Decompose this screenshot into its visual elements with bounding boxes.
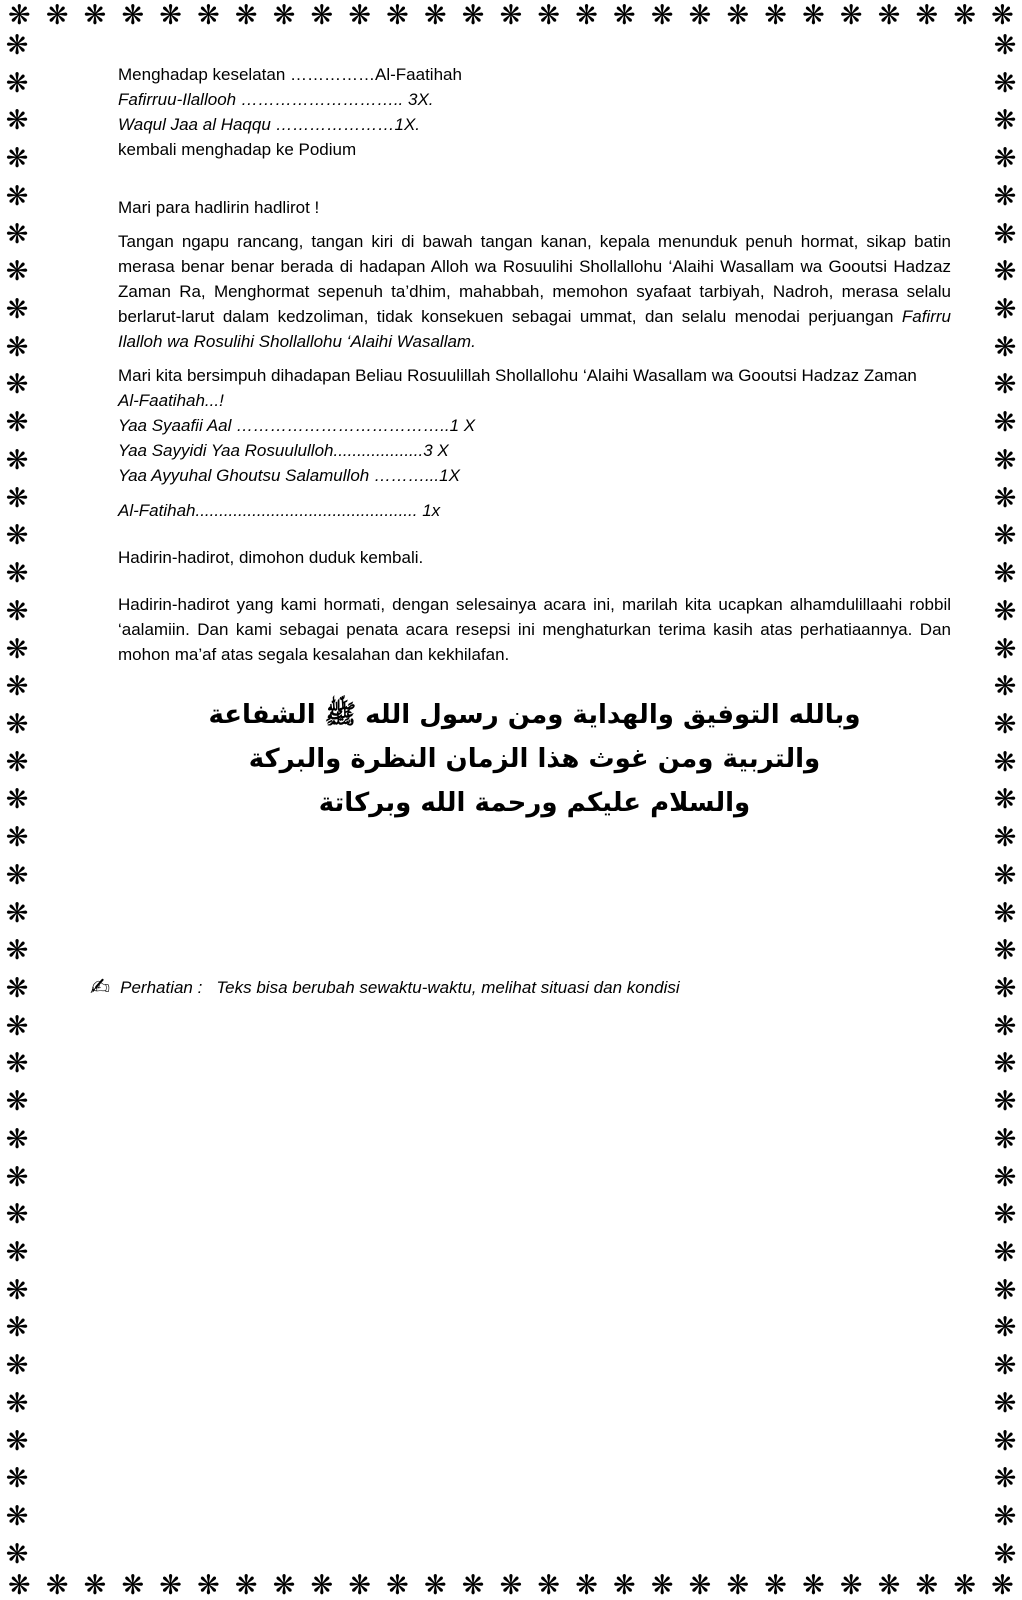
flower-icon: ❋: [993, 294, 1017, 325]
flower-icon: ❋: [5, 935, 29, 966]
flower-icon: ❋: [5, 520, 29, 551]
flower-icon: ❋: [993, 1463, 1017, 1494]
flower-icon: ❋: [5, 671, 29, 702]
paragraph-tangan-main-text: Tangan ngapu rancang, tangan kiri di bawah tangan kanan, kepala menunduk penuh hormat, sikap batin merasa benar benar berada di hadapan Alloh wa Rosuulihi Shollallohu ‘Alaihi Wasallam wa Gooutsi Hadzaz Zaman Ra, Menghormat sepenuh ta’dhim, mahabbah, memohon syafaat tarbiyah, Nadroh, merasa selalu berlarut-larut dalam kedzoliman, tidak konsekuen sebagai ummat, dan selalu menodai perjuangan: [118, 232, 951, 326]
flower-icon: ❋: [159, 0, 182, 30]
flower-icon: ❋: [839, 1570, 863, 1600]
flower-icon: ❋: [688, 0, 712, 30]
flower-icon: ❋: [877, 1570, 901, 1600]
flower-icon: ❋: [5, 1010, 29, 1041]
flower-icon: ❋: [993, 822, 1017, 853]
flower-icon: ❋: [272, 0, 296, 30]
flower-icon: ❋: [993, 708, 1017, 739]
flower-icon: ❋: [613, 1570, 636, 1600]
flower-icon: ❋: [5, 1199, 29, 1230]
flower-icon: ❋: [991, 1570, 1014, 1600]
flower-icon: ❋: [5, 1538, 29, 1569]
flower-icon: ❋: [5, 1048, 29, 1079]
flower-icon: ❋: [993, 1086, 1017, 1117]
flower-icon: ❋: [5, 331, 29, 362]
flower-icon: ❋: [5, 30, 29, 60]
border-bottom: [8, 1570, 1014, 1600]
flower-icon: ❋: [839, 0, 863, 30]
flower-icon: ❋: [613, 0, 636, 30]
flower-icon: ❋: [764, 1570, 787, 1600]
flower-icon: ❋: [993, 1425, 1017, 1456]
flower-icon: ❋: [310, 0, 334, 30]
flower-icon: ❋: [5, 294, 29, 325]
flower-icon: ❋: [802, 0, 825, 30]
flower-icon: ❋: [8, 0, 31, 30]
flower-icon: ❋: [5, 1274, 29, 1305]
flower-icon: ❋: [386, 0, 409, 30]
flower-icon: ❋: [5, 595, 29, 626]
line-al-fatihah-1x: Al-Fatihah............................................... 1x: [118, 501, 441, 520]
flower-icon: ❋: [5, 784, 29, 815]
flower-icon: ❋: [499, 1570, 523, 1600]
flower-icon: ❋: [5, 1463, 29, 1494]
flower-icon: ❋: [234, 1570, 258, 1600]
flower-icon: ❋: [45, 1570, 69, 1600]
flower-icon: ❋: [5, 67, 29, 98]
flower-icon: ❋: [537, 1570, 560, 1600]
flower-icon: ❋: [953, 0, 976, 30]
flower-icon: ❋: [159, 1570, 182, 1600]
flower-icon: ❋: [993, 633, 1017, 664]
flower-icon: ❋: [83, 1570, 107, 1600]
flower-icon: ❋: [991, 0, 1014, 30]
flower-icon: ❋: [5, 1350, 29, 1381]
flower-icon: ❋: [197, 1570, 220, 1600]
flower-icon: ❋: [5, 558, 29, 589]
flower-icon: ❋: [461, 1570, 485, 1600]
line-yaa-syaafii: Yaa Syaafii Aal ………………………………..1 X: [118, 416, 476, 435]
line-fafirruu-ilallooh: Fafirruu-Ilallooh ……………………….. 3X.: [118, 90, 434, 109]
flower-icon: ❋: [993, 1123, 1017, 1154]
flower-icon: ❋: [993, 520, 1017, 551]
paragraph-mari-kita-bersimpuh: Mari kita bersimpuh dihadapan Beliau Rosuulillah Shollallohu ‘Alaihi Wasallam wa Gooutsi Hadzaz Zaman: [118, 366, 917, 385]
flower-icon: ❋: [993, 859, 1017, 890]
line-menghadap-keselatan: Menghadap keselatan ……………Al-Faatihah: [118, 65, 462, 84]
flower-icon: ❋: [5, 218, 29, 249]
flower-icon: ❋: [650, 1570, 674, 1600]
flower-icon: ❋: [197, 0, 220, 30]
flower-icon: ❋: [993, 784, 1017, 815]
flower-icon: ❋: [5, 482, 29, 513]
flower-icon: ❋: [5, 822, 29, 853]
flower-icon: ❋: [993, 331, 1017, 362]
flower-icon: ❋: [310, 1570, 334, 1600]
flower-icon: ❋: [993, 1048, 1017, 1079]
attention-note-body: Teks bisa berubah sewaktu-waktu, melihat situasi dan kondisi: [216, 978, 680, 997]
flower-icon: ❋: [5, 708, 29, 739]
flower-icon: ❋: [993, 67, 1017, 98]
flower-icon: ❋: [575, 0, 598, 30]
flower-icon: ❋: [234, 0, 258, 30]
flower-icon: ❋: [915, 1570, 939, 1600]
flower-icon: ❋: [5, 1312, 29, 1343]
flower-icon: ❋: [764, 0, 787, 30]
flower-icon: ❋: [993, 1350, 1017, 1381]
border-right: [989, 32, 1021, 1568]
flower-icon: ❋: [650, 0, 674, 30]
flower-icon: ❋: [8, 1570, 31, 1600]
flower-icon: ❋: [5, 1086, 29, 1117]
flower-icon: ❋: [993, 143, 1017, 174]
flower-icon: ❋: [993, 1387, 1017, 1418]
flower-icon: ❋: [993, 407, 1017, 438]
flower-icon: ❋: [575, 1570, 598, 1600]
line-yaa-ayyuhal: Yaa Ayyuhal Ghoutsu Salamulloh ………...1X: [118, 466, 460, 485]
flower-icon: ❋: [45, 0, 69, 30]
flower-icon: ❋: [993, 746, 1017, 777]
paragraph-penutup: Hadirin-hadirot yang kami hormati, dengan selesainya acara ini, marilah kita ucapkan alhamdulillaahi robbil ‘aalamiin. Dan kami sebagai penata acara resepsi ini menghaturkan terima kasih atas perhatiaannya. Dan mohon ma’af atas segala kesalahan dan kekhilafan.: [118, 595, 951, 664]
flower-icon: ❋: [5, 1387, 29, 1418]
flower-icon: ❋: [423, 1570, 447, 1600]
flower-icon: ❋: [993, 1312, 1017, 1343]
flower-icon: ❋: [5, 256, 29, 287]
flower-icon: ❋: [386, 1570, 409, 1600]
flower-icon: ❋: [121, 0, 145, 30]
attention-note-label: Perhatian :: [120, 978, 203, 997]
flower-icon: ❋: [5, 180, 29, 211]
flower-icon: ❋: [993, 256, 1017, 287]
flower-icon: ❋: [993, 1237, 1017, 1267]
flower-icon: ❋: [272, 1570, 296, 1600]
flower-icon: ❋: [5, 1425, 29, 1456]
flower-icon: ❋: [915, 0, 939, 30]
flower-icon: ❋: [5, 444, 29, 475]
flower-icon: ❋: [5, 1123, 29, 1154]
flower-icon: ❋: [877, 0, 901, 30]
flower-icon: ❋: [993, 972, 1017, 1003]
flower-icon: ❋: [726, 1570, 750, 1600]
flower-icon: ❋: [993, 1538, 1017, 1569]
flower-icon: ❋: [993, 1161, 1017, 1192]
line-mari-para-hadlirin: Mari para hadlirin hadlirot !: [118, 198, 320, 217]
border-left: [1, 32, 33, 1568]
arabic-line-1: وبالله التوفيق والهداية ومن رسول الله ﷺ الشفاعة: [208, 700, 861, 730]
flower-icon: ❋: [993, 105, 1017, 136]
flower-icon: ❋: [993, 218, 1017, 249]
flower-icon: ❋: [726, 0, 750, 30]
flower-icon: ❋: [121, 1570, 145, 1600]
arabic-closing-block: [118, 693, 951, 825]
flower-icon: ❋: [5, 1237, 29, 1267]
arabic-line-2: والتربية ومن غوث هذا الزمان النظرة والبركة: [248, 744, 821, 774]
attention-note: [90, 975, 951, 1000]
flower-icon: ❋: [423, 0, 447, 30]
line-duduk-kembali: Hadirin-hadirot, dimohon duduk kembali.: [118, 548, 424, 567]
flower-icon: ❋: [537, 0, 560, 30]
flower-icon: ❋: [348, 0, 371, 30]
flower-icon: ❋: [5, 1501, 29, 1532]
flower-icon: ❋: [993, 482, 1017, 513]
flower-icon: ❋: [993, 369, 1017, 400]
flower-icon: ❋: [5, 633, 29, 664]
flower-icon: ❋: [5, 1161, 29, 1192]
flower-icon: ❋: [5, 859, 29, 890]
arabic-line-3: والسلام عليكم ورحمة الله وبركاتة: [318, 788, 751, 818]
attention-note-text: [120, 975, 680, 1000]
flower-icon: ❋: [993, 935, 1017, 966]
line-al-faatihah: Al-Faatihah...!: [118, 391, 224, 410]
flower-icon: ❋: [993, 558, 1017, 589]
flower-icon: ❋: [993, 1199, 1017, 1230]
flower-icon: ❋: [5, 746, 29, 777]
flower-icon: ❋: [688, 1570, 712, 1600]
flower-icon: ❋: [83, 0, 107, 30]
flower-icon: ❋: [461, 0, 485, 30]
flower-icon: ❋: [993, 1010, 1017, 1041]
flower-icon: ❋: [802, 1570, 825, 1600]
line-waqul-jaa-al-haqqu: Waqul Jaa al Haqqu …………………1X.: [118, 115, 421, 134]
flower-icon: ❋: [499, 0, 523, 30]
document-content: [90, 62, 951, 1001]
flower-icon: ❋: [993, 180, 1017, 211]
writing-hand-icon: ✍: [90, 974, 111, 1001]
flower-icon: ❋: [5, 105, 29, 136]
flower-icon: ❋: [993, 444, 1017, 475]
paragraph-tangan-ngapu: [118, 229, 951, 354]
border-top: [8, 0, 1014, 30]
flower-icon: ❋: [993, 897, 1017, 928]
flower-icon: ❋: [5, 143, 29, 174]
flower-icon: ❋: [5, 407, 29, 438]
flower-icon: ❋: [993, 595, 1017, 626]
flower-icon: ❋: [993, 1501, 1017, 1532]
flower-icon: ❋: [953, 1570, 976, 1600]
flower-icon: ❋: [993, 30, 1017, 60]
flower-icon: ❋: [993, 671, 1017, 702]
flower-icon: ❋: [5, 897, 29, 928]
flower-icon: ❋: [993, 1274, 1017, 1305]
line-yaa-sayyidi: Yaa Sayyidi Yaa Rosuululloh...................3 X: [118, 441, 449, 460]
line-kembali-menghadap: kembali menghadap ke Podium: [118, 140, 357, 159]
flower-icon: ❋: [348, 1570, 371, 1600]
flower-icon: ❋: [5, 369, 29, 400]
paragraph-tangan-italic-text: Fafirru Ilalloh wa Rosulihi Shollallohu ‘Alaihi Wasallam.: [118, 307, 951, 351]
flower-icon: ❋: [5, 972, 29, 1003]
